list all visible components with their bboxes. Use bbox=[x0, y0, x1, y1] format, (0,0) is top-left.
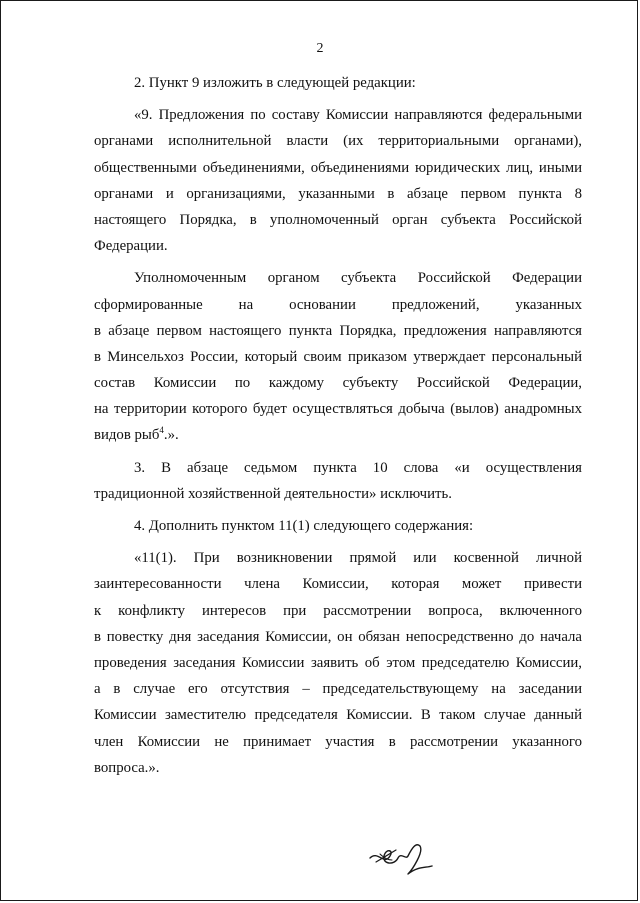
text-line: традиционной хозяйственной деятельности» исключить. bbox=[94, 485, 452, 502]
text-line: в абзаце первом настоящего пункта Порядка, предложения направляются bbox=[94, 322, 582, 339]
text-line: сформированные на основании предложений, указанных bbox=[94, 296, 582, 313]
document-body bbox=[94, 70, 582, 781]
item-2-quote-paragraph-1 bbox=[94, 102, 582, 259]
text-line: вопроса.». bbox=[94, 759, 160, 776]
text-line: в повестку дня заседания Комиссии, он обязан непосредственно до начала bbox=[94, 628, 582, 645]
item-4-header bbox=[94, 513, 582, 539]
signature-icon bbox=[366, 836, 436, 878]
text-line: «11(1). При возникновении прямой или косвенной личной bbox=[134, 550, 582, 567]
text-line: к конфликту интересов при рассмотрении вопроса, включенного bbox=[94, 602, 582, 619]
text-line: настоящего Порядка, в уполномоченный орган субъекта Российской bbox=[94, 211, 582, 228]
text-line: член Комиссии не принимает участия в рассмотрении указанного bbox=[94, 733, 582, 750]
text-line: Уполномоченным органом субъекта Российской Федерации bbox=[134, 270, 582, 287]
text-line: на территории которого будет осуществляться добыча (вылов) анадромных bbox=[94, 401, 582, 418]
text-fragment: .». bbox=[163, 427, 179, 444]
text-line: проведения заседания Комиссии заявить об этом председателю Комиссии, bbox=[94, 654, 582, 671]
text-line: «9. Предложения по составу Комиссии направляются федеральными bbox=[134, 107, 582, 124]
text-line: органами и организациями, указанными в абзаце первом пункта 8 bbox=[94, 185, 582, 202]
text-line: органами исполнительной власти (их территориальными органами), bbox=[94, 133, 582, 150]
item-3 bbox=[94, 455, 582, 507]
text-line: заинтересованности члена Комиссии, которая может привести bbox=[94, 576, 582, 593]
text-line: 4. Дополнить пунктом 11(1) следующего содержания: bbox=[134, 518, 474, 534]
text-line: Комиссии заместителю председателя Комиссии. В таком случае данный bbox=[94, 707, 582, 724]
text-line: Федерации. bbox=[94, 238, 168, 255]
item-2-header bbox=[94, 70, 582, 96]
text-line: в Минсельхоз России, который своим приказом утверждает персональный bbox=[94, 348, 582, 365]
item-4-quote bbox=[94, 545, 582, 781]
text-line: а в случае его отсутствия – председательствующему на заседании bbox=[94, 681, 582, 698]
footnote-ref: 4 bbox=[159, 425, 164, 436]
text-line: 2. Пункт 9 изложить в следующей редакции: bbox=[134, 75, 416, 91]
text-line: состав Комиссии по каждому субъекту Российской Федерации, bbox=[94, 375, 582, 392]
text-line bbox=[94, 422, 582, 448]
text-line: общественными объединениями, объединениями юридических лиц, иными bbox=[94, 159, 582, 176]
item-2-quote-paragraph-2 bbox=[94, 265, 582, 448]
text-line: 3. В абзаце седьмом пункта 10 слова «и осуществления bbox=[134, 459, 582, 476]
page-number: 2 bbox=[316, 41, 324, 56]
text-fragment: видов рыб bbox=[94, 427, 160, 444]
